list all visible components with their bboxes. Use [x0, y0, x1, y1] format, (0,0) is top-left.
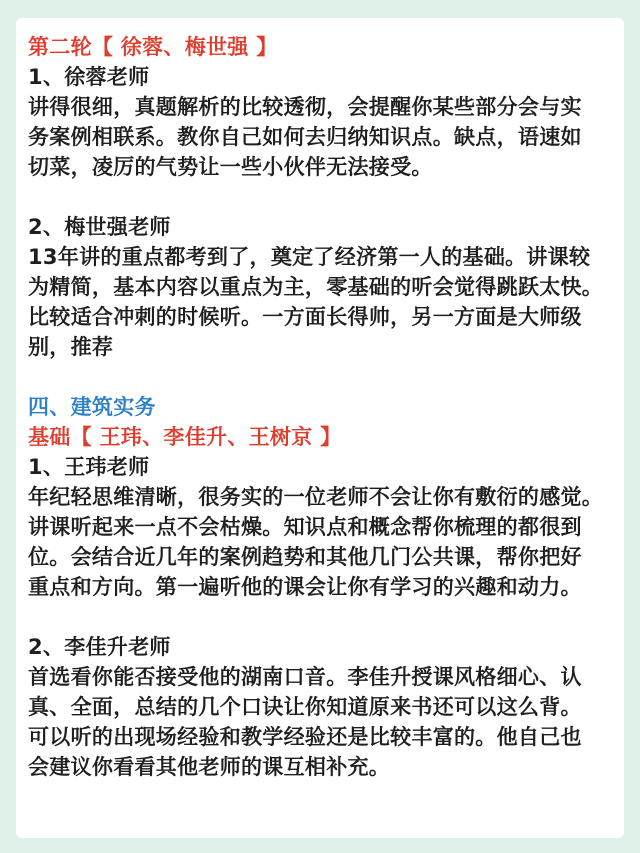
paragraph-line: 别，推荐	[28, 335, 114, 359]
paragraph-line: 讲课听起来一点不会枯燥。知识点和概念帮你梳理的都很到	[28, 515, 582, 539]
paragraph-line: 重点和方向。第一遍听他的课会让你有学习的兴趣和动力。	[28, 575, 582, 599]
article-content	[28, 30, 614, 782]
teacher-title-meishiqiang: 2、梅世强老师	[28, 215, 171, 239]
teacher-title-wangwei: 1、王玮老师	[28, 455, 150, 479]
round2-heading: 第二轮【 徐蓉、梅世强 】	[28, 35, 278, 59]
paragraph-line: 切菜，凌厉的气势让一些小伙伴无法接受。	[28, 155, 433, 179]
paragraph-line: 首选看你能否接受他的湖南口音。李佳升授课风格细心、认	[28, 665, 582, 689]
paragraph-line: 可以听的出现场经验和教学经验还是比较丰富的。他自己也	[28, 725, 582, 749]
paragraph-line: 真、全面，总结的几个口诀让你知道原来书还可以这么背。	[28, 695, 582, 719]
paragraph-line: 比较适合冲刺的时候听。一方面长得帅，另一方面是大师级	[28, 305, 582, 329]
content-card	[16, 18, 624, 838]
teacher-title-xurong: 1、徐蓉老师	[28, 65, 150, 89]
paragraph-line: 为精简，基本内容以重点为主，零基础的听会觉得跳跃太快。	[28, 275, 604, 299]
paragraph-line: 讲得很细，真题解析的比较透彻，会提醒你某些部分会与实	[28, 95, 582, 119]
paragraph-line: 位。会结合近几年的案例趋势和其他几门公共课，帮你把好	[28, 545, 582, 569]
paragraph-line: 会建议你看看其他老师的课互相补充。	[28, 755, 391, 779]
spacer	[28, 362, 614, 392]
paragraph-line: 年纪轻思维清晰，很务实的一位老师不会让你有敷衍的感觉。	[28, 485, 604, 509]
spacer	[28, 602, 614, 632]
teacher-title-lijiasheng: 2、李佳升老师	[28, 635, 171, 659]
construction-heading: 四、建筑实务	[28, 395, 156, 419]
paragraph-line: 务案例相联系。教你自己如何去归纳知识点。缺点，语速如	[28, 125, 582, 149]
paragraph-line: 13年讲的重点都考到了，奠定了经济第一人的基础。讲课较	[28, 245, 591, 269]
construction-subheading: 基础【 王玮、李佳升、王树京 】	[28, 425, 342, 449]
spacer	[28, 182, 614, 212]
